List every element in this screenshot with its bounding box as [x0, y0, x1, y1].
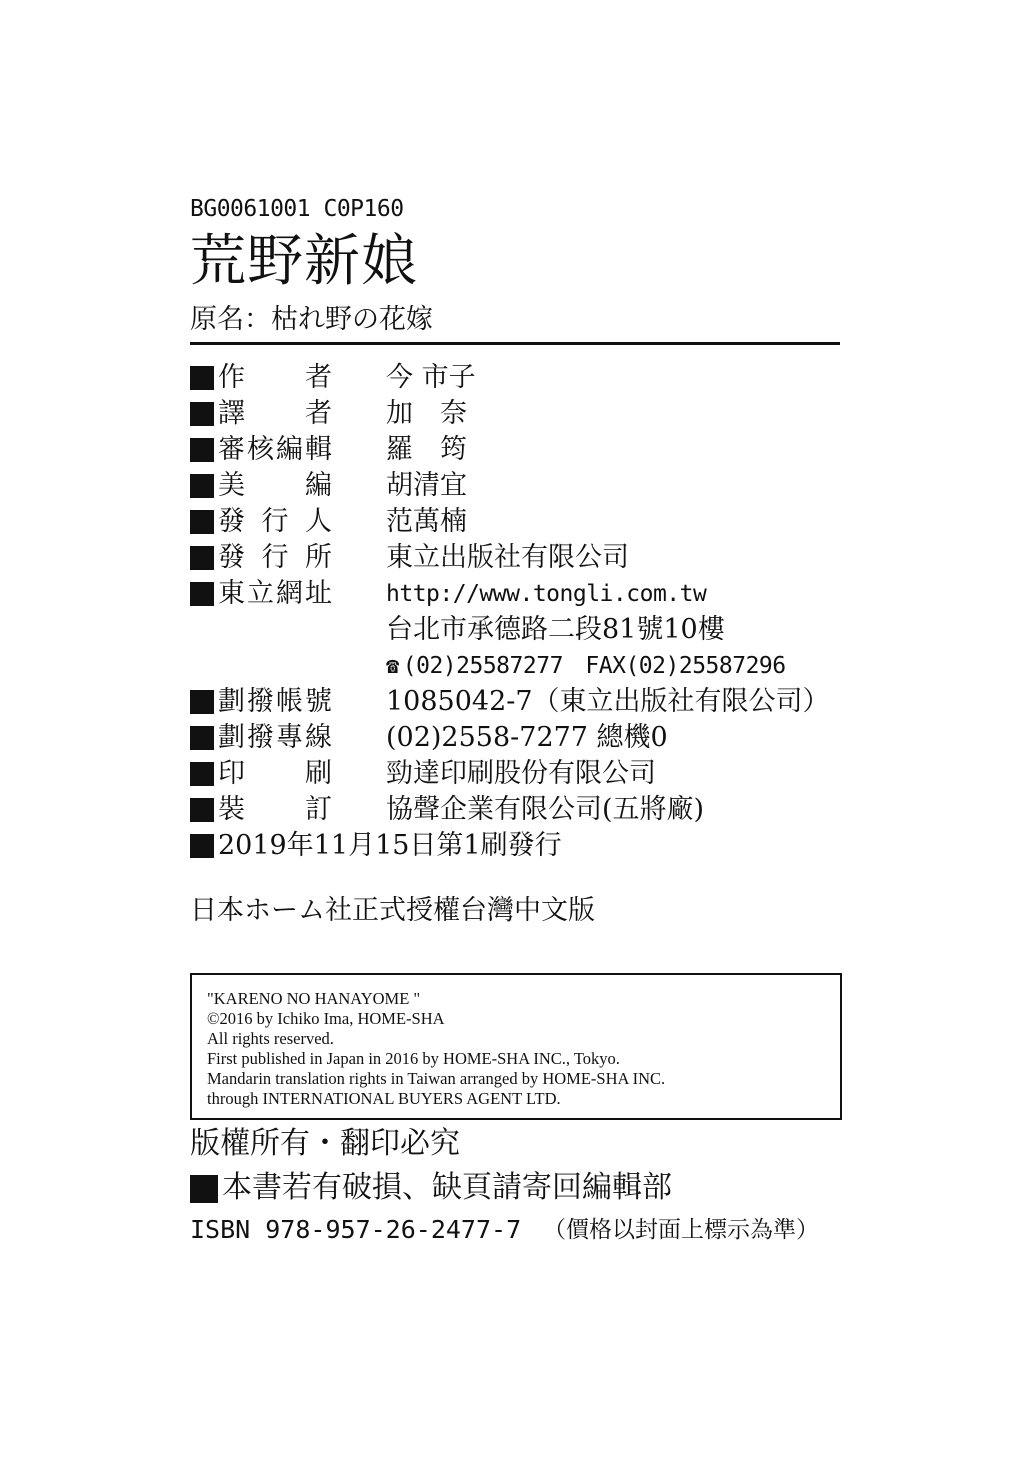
bullet-square-icon [190, 726, 214, 750]
rights-reserved: 版權所有・翻印必究 [190, 1126, 460, 1161]
divider [190, 342, 840, 345]
credit-value: 羅 筠 [386, 434, 467, 465]
bullet-square-icon [190, 474, 214, 498]
credit-value: 協聲企業有限公司(五將廠) [386, 794, 705, 825]
bullet-square-icon [190, 798, 214, 822]
credit-value: 范萬楠 [386, 506, 467, 537]
bullet-square-icon [190, 546, 214, 570]
copyright-box [190, 973, 842, 1120]
credit-label: 裝 訂 [218, 794, 332, 825]
website-url: http://www.tongli.com.tw [386, 581, 707, 607]
credit-row-website [190, 576, 850, 612]
damaged-book-text: 本書若有破損、缺頁請寄回編輯部 [222, 1170, 672, 1205]
copyright-line: Mandarin translation rights in Taiwan arranged by HOME-SHA INC. [207, 1069, 666, 1088]
bullet-square-icon [190, 762, 214, 786]
credit-label: 美 編 [218, 470, 332, 501]
phone-line [386, 648, 786, 685]
credit-label: 譯 者 [218, 398, 332, 429]
phone-row [190, 648, 850, 684]
copyright-line: "KARENO NO HANAYOME " [207, 989, 421, 1008]
bullet-square-icon [190, 834, 214, 858]
credit-row-binding [190, 792, 850, 828]
copyright-line: ©2016 by Ichiko Ima, HOME-SHA [207, 1009, 445, 1028]
bullet-square-icon [190, 582, 214, 606]
credit-label: 印 刷 [218, 758, 332, 789]
credit-row-publishing-house [190, 540, 850, 576]
credit-value: (02)2558-7277 總機0 [386, 722, 668, 753]
credit-row-giro-account [190, 684, 850, 720]
credit-value: 東立出版社有限公司 [386, 542, 629, 573]
credit-label: 劃撥專線 [218, 722, 332, 753]
credit-label: 發行人 [218, 506, 332, 537]
publication-date: 2019年11月15日第1刷發行 [218, 830, 562, 861]
address: 台北市承德路二段81號10樓 [386, 614, 725, 645]
credit-label: 作 者 [218, 362, 332, 393]
credit-row-author [190, 360, 850, 396]
copyright-line: All rights reserved. [207, 1029, 334, 1048]
bullet-square-icon [190, 438, 214, 462]
license-notice: 日本ホーム社正式授權台灣中文版 [190, 895, 595, 926]
credit-value: 勁達印刷股份有限公司 [386, 758, 656, 789]
bullet-square-icon [190, 690, 214, 714]
credit-value: 今 市子 [386, 362, 476, 393]
price-note: （價格以封面上標示為準） [543, 1217, 819, 1243]
original-title: 原名：枯れ野の花嫁 [190, 304, 433, 335]
credit-label: 劃撥帳號 [218, 686, 332, 717]
credit-row-giro-hotline [190, 720, 850, 756]
copyright-line: First published in Japan in 2016 by HOME-SHA INC., Tokyo. [207, 1049, 620, 1068]
credit-value: 胡清宜 [386, 470, 467, 501]
bullet-square-icon [190, 402, 214, 426]
credit-label: 東立網址 [218, 578, 332, 609]
book-title: 荒野新娘 [190, 229, 418, 294]
credit-value: 1085042-7（東立出版社有限公司） [386, 686, 830, 717]
credit-label: 發行所 [218, 542, 332, 573]
credit-row-printing [190, 756, 850, 792]
credit-row-translator [190, 396, 850, 432]
copyright-line: through INTERNATIONAL BUYERS AGENT LTD. [207, 1089, 561, 1108]
bullet-square-icon [190, 366, 214, 390]
credit-row-art-editor [190, 468, 850, 504]
address-row [190, 612, 850, 648]
telephone-icon: ☎ [386, 654, 399, 679]
credits-list [190, 360, 850, 864]
credit-row-editor [190, 432, 850, 468]
credit-row-publisher [190, 504, 850, 540]
isbn: ISBN 978-957-26-2477-7 [190, 1215, 522, 1244]
credit-value: 加 奈 [386, 398, 467, 429]
phone-numbers: (02)25587277 FAX(02)25587296 [402, 653, 786, 679]
credit-label: 審核編輯 [218, 434, 332, 465]
bullet-square-icon [190, 510, 214, 534]
bullet-square-icon [190, 1175, 218, 1203]
publication-date-row [190, 828, 850, 864]
copyright-text [207, 989, 665, 1109]
catalog-code: BG0061001 C0P160 [190, 196, 404, 222]
